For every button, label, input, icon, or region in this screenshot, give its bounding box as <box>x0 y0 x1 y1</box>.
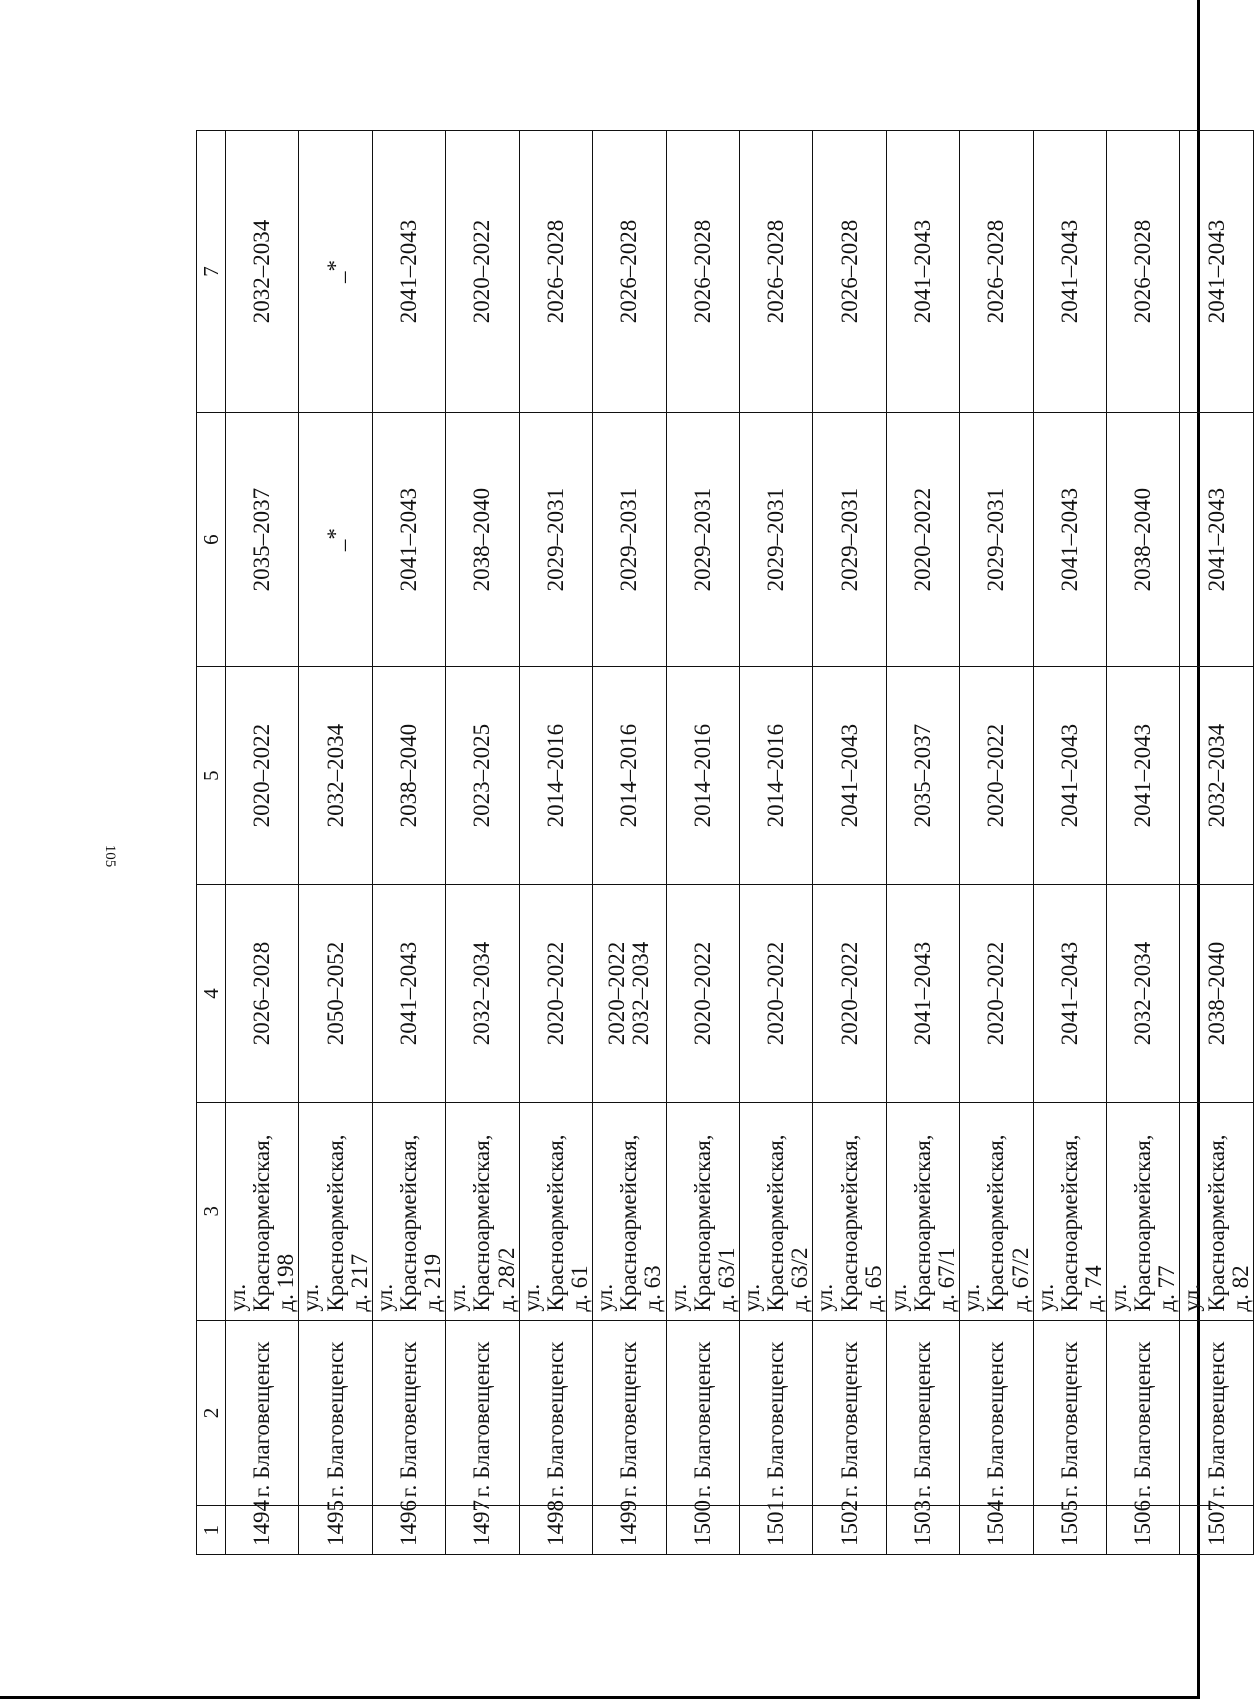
street-name: ул. Красноармейская, <box>885 1134 935 1312</box>
data-table <box>196 130 1254 1555</box>
period-value: 2029–2031 <box>689 487 715 592</box>
cell-period-7 <box>226 131 299 413</box>
period-value: 2032–2034 <box>249 219 275 324</box>
cell-period-6 <box>519 412 592 666</box>
cell-period-5 <box>519 667 592 885</box>
cell-city <box>446 1320 519 1506</box>
cell-period-7 <box>446 131 519 413</box>
cell-period-5 <box>666 667 739 885</box>
cell-period-4 <box>1033 885 1106 1103</box>
cell-period-5 <box>299 667 372 885</box>
street-name: ул. Красноармейская, <box>445 1134 495 1312</box>
cell-city <box>886 1320 959 1506</box>
table-row <box>299 131 372 1555</box>
period-value: 2041–2043 <box>395 219 421 324</box>
table-row <box>446 131 519 1555</box>
period-value: 2014–2016 <box>616 723 642 828</box>
city-name: г. Благовещенск <box>909 1341 935 1498</box>
street-name: ул. Красноармейская, <box>959 1134 1009 1312</box>
cell-period-5 <box>1180 667 1253 885</box>
period-value: 2041–2043 <box>1056 941 1082 1046</box>
period-value: 2020–2022 <box>542 941 568 1046</box>
city-name: г. Благовещенск <box>763 1341 789 1498</box>
cell-address <box>519 1102 592 1320</box>
period-value: 2026–2028 <box>983 219 1009 324</box>
cell-period-5 <box>960 667 1033 885</box>
street-name: ул. Красноармейская, <box>812 1134 862 1312</box>
cell-period-5 <box>1107 667 1180 885</box>
house-number: д. 65 <box>860 1265 886 1312</box>
cell-period-4 <box>299 885 372 1103</box>
period-value-extra: 2032–2034 <box>628 941 654 1046</box>
cell-city <box>593 1320 666 1506</box>
cell-period-4 <box>886 885 959 1103</box>
period-value: 2032–2034 <box>1130 941 1156 1046</box>
house-number: д. 82 <box>1227 1265 1253 1312</box>
city-name: г. Благовещенск <box>1203 1341 1229 1498</box>
cell-number <box>593 1500 666 1555</box>
row-number: 1503 <box>909 1500 935 1546</box>
period-value: 2014–2016 <box>763 723 789 828</box>
period-value: 2026–2028 <box>689 219 715 324</box>
house-number: д. 67/2 <box>1007 1247 1033 1312</box>
cell-period-6 <box>593 412 666 666</box>
house-number: д. 28/2 <box>493 1247 519 1312</box>
cell-address <box>446 1102 519 1320</box>
cell-address <box>226 1102 299 1320</box>
period-value: 2038–2040 <box>469 487 495 592</box>
cell-city <box>1180 1320 1253 1506</box>
cell-city <box>299 1320 372 1506</box>
street-name: ул. Красноармейская, <box>665 1134 715 1312</box>
row-number: 1499 <box>616 1500 642 1546</box>
cell-period-6 <box>886 412 959 666</box>
cell-period-7 <box>1107 131 1180 413</box>
period-value: 2038–2040 <box>1130 487 1156 592</box>
period-value: 2020–2022 <box>836 941 862 1046</box>
cell-period-4 <box>372 885 445 1103</box>
city-name: г. Благовещенск <box>836 1341 862 1498</box>
table-row <box>1180 131 1253 1555</box>
cell-city <box>226 1320 299 1506</box>
column-header: 1 <box>197 1506 226 1555</box>
house-number: д. 219 <box>420 1253 446 1312</box>
row-number: 1500 <box>689 1500 715 1546</box>
city-name: г. Благовещенск <box>689 1341 715 1498</box>
table-row <box>886 131 959 1555</box>
cell-period-7 <box>299 131 372 413</box>
column-header: 3 <box>197 1102 226 1320</box>
cell-period-6 <box>813 412 886 666</box>
period-value: 2041–2043 <box>395 941 421 1046</box>
cell-city <box>1107 1320 1180 1506</box>
cell-address <box>813 1102 886 1320</box>
period-value: 2026–2028 <box>542 219 568 324</box>
cell-period-4 <box>226 885 299 1103</box>
table-row <box>813 131 886 1555</box>
column-header: 6 <box>197 412 226 666</box>
row-number: 1504 <box>983 1500 1009 1546</box>
cell-period-6 <box>1033 412 1106 666</box>
period-value: _* <box>322 528 348 552</box>
cell-period-7 <box>739 131 812 413</box>
period-value: 2020–2022 <box>763 941 789 1046</box>
house-number: д. 61 <box>566 1265 592 1312</box>
period-value: 2026–2028 <box>836 219 862 324</box>
row-number: 1505 <box>1056 1500 1082 1546</box>
table-row <box>739 131 812 1555</box>
cell-period-5 <box>593 667 666 885</box>
cell-period-6 <box>666 412 739 666</box>
period-value: 2029–2031 <box>983 487 1009 592</box>
period-value: 2020–2022 <box>469 219 495 324</box>
cell-number <box>1033 1500 1106 1555</box>
house-number: д. 198 <box>273 1253 299 1312</box>
cell-period-6 <box>1180 412 1253 666</box>
city-name: г. Благовещенск <box>983 1341 1009 1498</box>
cell-number <box>1180 1500 1253 1555</box>
cell-address <box>593 1102 666 1320</box>
cell-period-4 <box>519 885 592 1103</box>
period-value: 2026–2028 <box>616 219 642 324</box>
cell-address <box>960 1102 1033 1320</box>
cell-address <box>299 1102 372 1320</box>
column-header: 7 <box>197 131 226 413</box>
period-value: 2026–2028 <box>763 219 789 324</box>
period-value: 2041–2043 <box>836 723 862 828</box>
rotated-table-container <box>196 130 1253 1555</box>
cell-period-5 <box>446 667 519 885</box>
cell-period-5 <box>739 667 812 885</box>
house-number: д. 74 <box>1080 1265 1106 1312</box>
cell-period-6 <box>446 412 519 666</box>
cell-period-6 <box>1107 412 1180 666</box>
period-value: 2041–2043 <box>1056 219 1082 324</box>
period-value: 2035–2037 <box>909 723 935 828</box>
cell-number <box>1107 1500 1180 1555</box>
period-value: 2023–2025 <box>469 723 495 828</box>
period-value: 2038–2040 <box>395 723 421 828</box>
city-name: г. Благовещенск <box>542 1341 568 1498</box>
cell-number <box>372 1500 445 1555</box>
cell-number <box>739 1500 812 1555</box>
cell-period-7 <box>886 131 959 413</box>
city-name: г. Благовещенск <box>469 1341 495 1498</box>
table-header-row <box>197 131 226 1555</box>
cell-period-4 <box>666 885 739 1103</box>
house-number: д. 77 <box>1154 1265 1180 1312</box>
period-value: 2032–2034 <box>469 941 495 1046</box>
table-row <box>593 131 666 1555</box>
cell-period-7 <box>1033 131 1106 413</box>
column-header: 4 <box>197 885 226 1103</box>
street-name: ул. Красноармейская, <box>518 1134 568 1312</box>
table-row <box>519 131 592 1555</box>
column-header: 5 <box>197 667 226 885</box>
cell-period-5 <box>886 667 959 885</box>
row-number: 1497 <box>469 1500 495 1546</box>
city-name: г. Благовещенск <box>1056 1341 1082 1498</box>
house-number: д. 63/2 <box>787 1247 813 1312</box>
cell-period-5 <box>1033 667 1106 885</box>
cell-city <box>666 1320 739 1506</box>
period-value: 2038–2040 <box>1203 941 1229 1046</box>
row-number: 1507 <box>1203 1500 1229 1546</box>
period-value: 2050–2052 <box>322 941 348 1046</box>
cell-period-6 <box>299 412 372 666</box>
street-name: ул. Красноармейская, <box>1106 1134 1156 1312</box>
cell-number <box>226 1500 299 1555</box>
cell-period-7 <box>666 131 739 413</box>
table-body <box>226 131 1254 1555</box>
cell-city <box>739 1320 812 1506</box>
row-number: 1501 <box>763 1500 789 1546</box>
period-value: 2029–2031 <box>542 487 568 592</box>
cell-period-4 <box>1107 885 1180 1103</box>
period-value: 2041–2043 <box>1203 219 1229 324</box>
cell-period-6 <box>372 412 445 666</box>
cell-period-5 <box>226 667 299 885</box>
column-header: 2 <box>197 1320 226 1506</box>
period-value: 2020–2022 <box>983 723 1009 828</box>
street-name: ул. Красноармейская, <box>371 1134 421 1312</box>
cell-address <box>666 1102 739 1320</box>
city-name: г. Благовещенск <box>1130 1341 1156 1498</box>
period-value: 2041–2043 <box>1130 723 1156 828</box>
cell-city <box>372 1320 445 1506</box>
city-name: г. Благовещенск <box>395 1341 421 1498</box>
cell-period-7 <box>372 131 445 413</box>
cell-number <box>813 1500 886 1555</box>
cell-address <box>886 1102 959 1320</box>
cell-period-4 <box>593 885 666 1103</box>
cell-city <box>519 1320 592 1506</box>
period-value: 2014–2016 <box>542 723 568 828</box>
period-value: 2041–2043 <box>909 941 935 1046</box>
cell-period-4 <box>446 885 519 1103</box>
period-value: 2020–2022 <box>249 723 275 828</box>
table-row <box>1033 131 1106 1555</box>
period-value: 2014–2016 <box>689 723 715 828</box>
cell-address <box>739 1102 812 1320</box>
period-value: 2041–2043 <box>1056 723 1082 828</box>
street-name: ул. Красноармейская, <box>298 1134 348 1312</box>
period-value: 2029–2031 <box>763 487 789 592</box>
cell-period-5 <box>372 667 445 885</box>
street-name: ул. Красноармейская, <box>1032 1134 1082 1312</box>
period-value: 2026–2028 <box>1130 219 1156 324</box>
row-number: 1495 <box>322 1500 348 1546</box>
cell-period-7 <box>960 131 1033 413</box>
cell-city <box>813 1320 886 1506</box>
street-name: ул. Красноармейская, <box>738 1134 789 1312</box>
period-value: 2020–2022 <box>983 941 1009 1046</box>
row-number: 1496 <box>395 1500 421 1546</box>
period-value: 2026–2028 <box>249 941 275 1046</box>
period-value: 2020–2022 <box>604 941 630 1046</box>
cell-number <box>666 1500 739 1555</box>
house-number: д. 63/1 <box>713 1247 739 1312</box>
street-name: ул. Красноармейская, <box>1179 1134 1229 1312</box>
cell-period-7 <box>593 131 666 413</box>
period-value: 2041–2043 <box>1203 487 1229 592</box>
table-row <box>226 131 299 1555</box>
cell-number <box>299 1500 372 1555</box>
cell-city <box>1033 1320 1106 1506</box>
city-name: г. Благовещенск <box>249 1341 275 1498</box>
city-name: г. Благовещенск <box>616 1341 642 1498</box>
cell-address <box>1180 1102 1253 1320</box>
cell-period-7 <box>519 131 592 413</box>
table-row <box>1107 131 1180 1555</box>
cell-number <box>519 1500 592 1555</box>
cell-period-4 <box>960 885 1033 1103</box>
period-value: 2032–2034 <box>1203 723 1229 828</box>
cell-address <box>372 1102 445 1320</box>
city-name: г. Благовещенск <box>322 1341 348 1498</box>
period-value: 2035–2037 <box>249 487 275 592</box>
cell-period-7 <box>813 131 886 413</box>
row-number: 1502 <box>836 1500 862 1546</box>
row-number: 1498 <box>542 1500 568 1546</box>
cell-number <box>446 1500 519 1555</box>
street-name: ул. Красноармейская, <box>225 1134 275 1312</box>
period-value: 2041–2043 <box>909 219 935 324</box>
table-row <box>960 131 1033 1555</box>
row-number: 1506 <box>1130 1500 1156 1546</box>
cell-period-6 <box>960 412 1033 666</box>
cell-city <box>960 1320 1033 1506</box>
cell-period-6 <box>226 412 299 666</box>
table-row <box>666 131 739 1555</box>
cell-number <box>886 1500 959 1555</box>
cell-period-4 <box>1180 885 1253 1103</box>
house-number: д. 63 <box>640 1265 666 1312</box>
period-value: 2029–2031 <box>836 487 862 592</box>
cell-address <box>1033 1102 1106 1320</box>
street-name: ул. Красноармейская, <box>592 1134 642 1312</box>
house-number: д. 217 <box>346 1253 372 1312</box>
row-number: 1494 <box>249 1500 275 1546</box>
period-value: 2032–2034 <box>322 723 348 828</box>
period-value: 2041–2043 <box>395 487 421 592</box>
period-value: 2029–2031 <box>616 487 642 592</box>
period-value: 2041–2043 <box>1056 487 1082 592</box>
cell-period-4 <box>739 885 812 1103</box>
table-row <box>372 131 445 1555</box>
cell-number <box>960 1500 1033 1555</box>
page-number: 105 <box>102 844 118 868</box>
cell-period-4 <box>813 885 886 1103</box>
period-value: 2020–2022 <box>689 941 715 1046</box>
period-value: 2020–2022 <box>909 487 935 592</box>
cell-period-5 <box>813 667 886 885</box>
period-value: _* <box>322 259 348 283</box>
cell-address <box>1107 1102 1180 1320</box>
cell-period-6 <box>739 412 812 666</box>
cell-period-7 <box>1180 131 1253 413</box>
house-number: д. 67/1 <box>934 1247 960 1312</box>
